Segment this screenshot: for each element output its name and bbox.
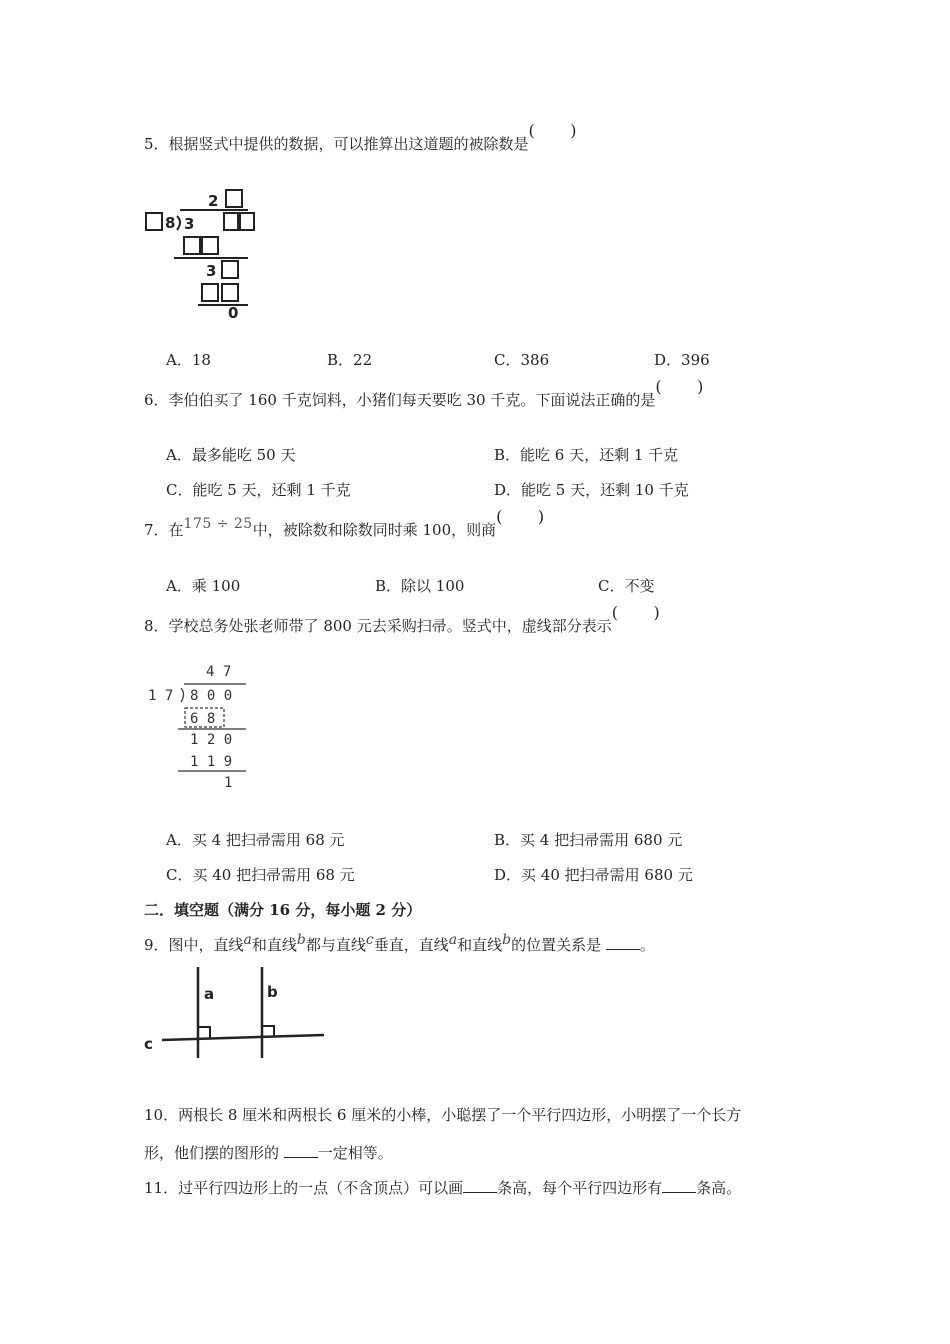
- q8-partial-119: 1 1 9: [190, 754, 233, 770]
- q8-option-a[interactable]: A．买 4 把扫帚需用 68 元: [166, 831, 345, 849]
- q7-expression: 175 ÷ 25: [183, 516, 253, 532]
- q5-option-d[interactable]: D．396: [654, 351, 710, 369]
- q8-remainder: 1: [224, 775, 233, 791]
- q5-option-c[interactable]: C．386: [494, 351, 550, 369]
- var-b-2: b: [502, 932, 512, 948]
- answer-blank-11b[interactable]: [662, 1178, 696, 1193]
- q8-option-b[interactable]: B．买 4 把扫帚需用 680 元: [494, 831, 683, 849]
- q7-option-c[interactable]: C．不变: [598, 577, 655, 595]
- question-8-stem: [144, 603, 664, 636]
- answer-paren-7[interactable]: ( ): [496, 507, 545, 526]
- q8-partial-120: 1 2 0: [190, 732, 233, 748]
- q5-option-a[interactable]: A．18: [166, 351, 211, 369]
- section-2-title: 二．填空题（满分 16 分，每小题 2 分）: [144, 901, 422, 919]
- q8-dividend: 8 0 0: [190, 688, 233, 704]
- question-7-stem: [144, 507, 548, 540]
- answer-blank-11a[interactable]: [463, 1178, 497, 1193]
- question-10-line2: 形，他们摆的图形的 一定相等。: [144, 1144, 393, 1162]
- q8-divisor: 1 7: [148, 688, 174, 704]
- question-8-text: 8．学校总务处张老师带了 800 元去采购扫帚。竖式中，虚线部分表示: [144, 617, 612, 635]
- answer-paren-5[interactable]: ( ): [528, 121, 577, 140]
- line-label-c: c: [144, 1035, 153, 1053]
- question-10-line1: 10．两根长 8 厘米和两根长 6 厘米的小棒，小聪摆了一个平行四边形，小明摆了一个长方: [144, 1106, 742, 1124]
- question-5-text: 5．根据竖式中提供的数据，可以推算出这道题的被除数是: [144, 135, 529, 153]
- q5-sub-digit: 3: [206, 262, 217, 280]
- division-figure-q8: [144, 660, 254, 795]
- question-6-text: 6．李伯伯买了 160 千克饲料，小猪们每天要吃 30 千克。下面说法正确的是: [144, 391, 656, 409]
- q5-remainder: 0: [228, 304, 239, 320]
- q7-option-b[interactable]: B．除以 100: [375, 577, 465, 595]
- line-label-a: a: [204, 985, 215, 1003]
- answer-blank-9[interactable]: [606, 935, 640, 950]
- q6-option-c[interactable]: C．能吃 5 天，还剩 1 千克: [166, 481, 351, 499]
- q8-option-d[interactable]: D．买 40 把扫帚需用 680 元: [494, 866, 693, 884]
- line-label-b: b: [267, 983, 278, 1001]
- q6-option-b[interactable]: B．能吃 6 天，还剩 1 千克: [494, 446, 679, 464]
- question-11-stem: 11．过平行四边形上的一点（不含顶点）可以画 条高，每个平行四边形有 条高。: [144, 1179, 742, 1197]
- q6-option-d[interactable]: D．能吃 5 天，还剩 10 千克: [494, 481, 689, 499]
- q7-option-a[interactable]: A．乘 100: [166, 577, 241, 595]
- question-7-prefix: 7．在: [144, 521, 184, 539]
- var-c: c: [365, 932, 374, 948]
- question-6-stem: [144, 377, 707, 410]
- q5-quotient-digit: 2: [208, 192, 219, 210]
- division-figure-q5: [144, 186, 256, 320]
- answer-blank-10[interactable]: [284, 1143, 318, 1158]
- perpendicular-lines-figure: [142, 965, 328, 1060]
- answer-paren-8[interactable]: ( ): [611, 603, 660, 622]
- var-a-2: a: [448, 932, 458, 948]
- q5-divisor-digit: 8: [165, 214, 176, 232]
- q5-dividend-digit: 3: [184, 215, 195, 233]
- var-b: b: [296, 932, 306, 948]
- answer-paren-6[interactable]: ( ): [655, 377, 704, 396]
- var-a: a: [243, 932, 252, 948]
- q8-partial-68: 6 8: [190, 711, 216, 727]
- question-9-stem: 9．图中，直线a和直线b都与直线c垂直，直线a和直线b的位置关系是 。: [144, 932, 655, 954]
- q8-quotient: 4 7: [206, 664, 232, 680]
- question-5-stem: [144, 121, 581, 154]
- question-7-suffix: 中，被除数和除数同时乘 100，则商: [252, 521, 497, 539]
- q5-option-b[interactable]: B．22: [327, 351, 373, 369]
- q6-option-a[interactable]: A．最多能吃 50 天: [166, 446, 296, 464]
- q8-option-c[interactable]: C．买 40 把扫帚需用 68 元: [166, 866, 355, 884]
